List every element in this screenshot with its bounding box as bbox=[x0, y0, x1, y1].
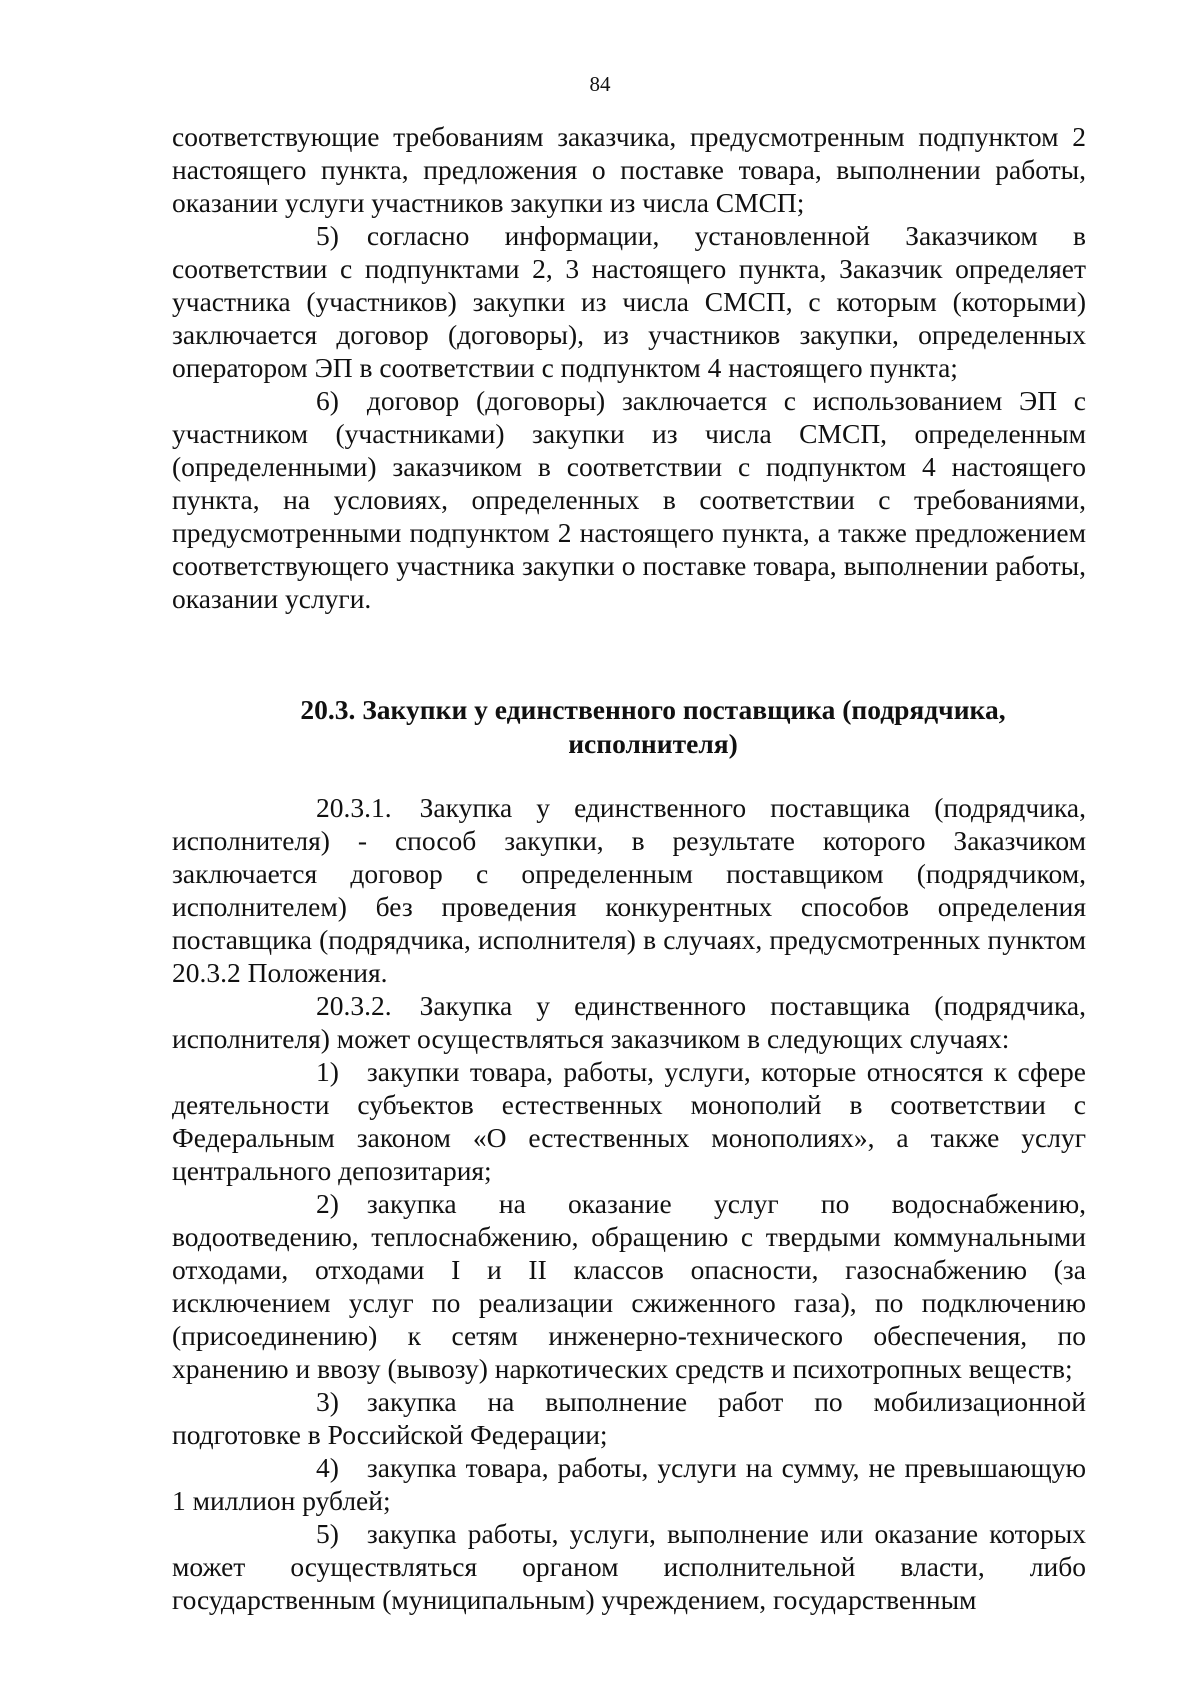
list-item bbox=[172, 219, 1086, 384]
list-item-number: 5) bbox=[316, 220, 339, 251]
list-item-text: закупка на оказание услуг по водоснабжению, водоотведению, теплоснабжению, обращению с твердыми коммунальными отходами, отходами I и II классов опасности, газоснабжению (за исключением услуг по реализации сжиженного газа), по подключению (присоединению) к сетям инженерно-технического обеспечения, по хранению и ввозу (вывозу) наркотических средств и психотропных веществ; bbox=[172, 1188, 1086, 1384]
clause-number: 20.3.2. bbox=[316, 990, 392, 1021]
list-item-text: договор (договоры) заключается с использованием ЭП с участником (участниками) закупки из числа СМСП, определенным (определенными) заказчиком в соответствии с подпунктом 4 настоящего пункта, на условиях, определенных в соответствии с требованиями, предусмотренными подпунктом 2 настоящего пункта, а также предложением соответствующего участника закупки о поставке товара, выполнении работы, оказании услуги. bbox=[172, 385, 1086, 614]
list-item-number: 6) bbox=[316, 385, 339, 416]
clause-paragraph bbox=[172, 989, 1086, 1055]
heading-spacer bbox=[172, 761, 1086, 791]
list-item-text: закупка работы, услуги, выполнение или оказание которых может осуществляться органом исполнительной власти, либо государственным (муниципальным) учреждением, государственным bbox=[172, 1518, 1086, 1615]
list-item bbox=[172, 1187, 1086, 1385]
paragraph-text: соответствующие требованиям заказчика, предусмотренным подпунктом 2 настоящего пункта, предложения о поставке товара, выполнении работы, оказании услуги участников закупки из числа СМСП; bbox=[172, 121, 1086, 218]
paragraph-continuation bbox=[172, 120, 1086, 219]
list-item-text: согласно информации, установленной Заказчиком в соответствии с подпунктами 2, 3 настоящего пункта, Заказчик определяет участника (участников) закупки из числа СМСП, с которым (которыми) заключается договор (договоры), из участников закупки, определенных оператором ЭП в соответствии с подпунктом 4 настоящего пункта; bbox=[172, 220, 1086, 383]
list-item-text: закупка товара, работы, услуги на сумму, не превышающую 1 миллион рублей; bbox=[172, 1452, 1086, 1516]
list-item-text: закупки товара, работы, услуги, которые относятся к сфере деятельности субъектов естественных монополий в соответствии с Федеральным законом «О естественных монополиях», а также услуг центрального депозитария; bbox=[172, 1056, 1086, 1186]
list-item-number: 2) bbox=[316, 1188, 339, 1219]
list-item bbox=[172, 1451, 1086, 1517]
list-item-number: 1) bbox=[316, 1056, 339, 1087]
list-item-number: 4) bbox=[316, 1452, 339, 1483]
page-number: 84 bbox=[589, 72, 611, 96]
list-item-text: закупка на выполнение работ по мобилизационной подготовке в Российской Федерации; bbox=[172, 1386, 1086, 1450]
list-item bbox=[172, 1385, 1086, 1451]
document-body bbox=[172, 120, 1086, 1616]
clause-text: Закупка у единственного поставщика (подрядчика, исполнителя) может осуществляться заказчиком в следующих случаях: bbox=[172, 990, 1086, 1054]
list-item-number: 3) bbox=[316, 1386, 339, 1417]
list-item bbox=[172, 1055, 1086, 1187]
section-heading-line-1: 20.3. Закупки у единственного поставщика (подрядчика, bbox=[300, 694, 1006, 725]
list-item-number: 5) bbox=[316, 1518, 339, 1549]
list-item bbox=[172, 384, 1086, 615]
clause-text: Закупка у единственного поставщика (подрядчика, исполнителя) - способ закупки, в результате которого Заказчиком заключается договор с определенным поставщиком (подрядчиком, исполнителем) без проведения конкурентных способов определения поставщика (подрядчика, исполнителя) в случаях, предусмотренных пунктом 20.3.2 Положения. bbox=[172, 792, 1086, 988]
section-heading-line-2: исполнителя) bbox=[568, 728, 738, 759]
clause-number: 20.3.1. bbox=[316, 792, 392, 823]
section-spacer bbox=[172, 615, 1086, 693]
list-item bbox=[172, 1517, 1086, 1616]
clause-paragraph bbox=[172, 791, 1086, 989]
section-heading bbox=[172, 693, 1086, 761]
